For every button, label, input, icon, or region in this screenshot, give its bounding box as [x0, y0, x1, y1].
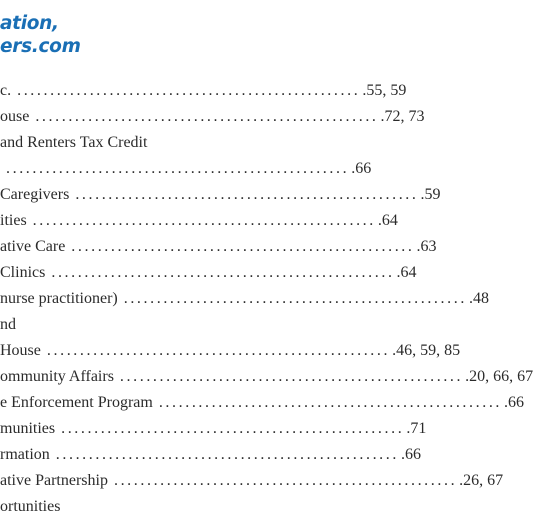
entry-pages: .64 — [396, 264, 417, 281]
dot-leader: .................................................... — [35, 108, 379, 125]
entry-pages: .48 — [468, 290, 489, 307]
entry-pages: .64 — [377, 212, 398, 229]
entry-label: munities — [0, 420, 56, 437]
index-entry — [0, 364, 533, 390]
dot-leader: .................................................... — [55, 446, 399, 463]
entry-label: ative Partnership — [0, 472, 108, 489]
index-entry — [0, 442, 421, 468]
entry-pages: .26, 67 — [459, 472, 504, 489]
index-entry — [0, 234, 437, 260]
entry-pages: .59 — [420, 186, 441, 203]
entry-pages: .63 — [416, 238, 437, 255]
dot-leader: .................................................... — [6, 160, 350, 177]
index-list — [0, 78, 533, 520]
index-entry — [0, 260, 417, 286]
index-entry — [0, 156, 372, 182]
index-entry — [0, 312, 232, 338]
entry-pages: .66 — [504, 394, 525, 411]
dot-leader: .................................................... — [113, 472, 458, 489]
index-entry — [0, 78, 407, 104]
dot-leader: .................................................... — [61, 420, 405, 437]
dot-leader: .................................................... — [51, 264, 395, 281]
entry-label: c. — [0, 82, 12, 99]
entry-label: ities — [0, 212, 27, 229]
entry-label: Caregivers — [0, 186, 70, 203]
entry-pages: .46, 59, 85 — [392, 342, 461, 359]
index-entry — [0, 468, 504, 494]
dot-leader: .................................................... — [32, 212, 376, 229]
entry-label: rmation — [0, 446, 50, 463]
index-entry — [0, 494, 232, 520]
index-entry — [0, 182, 441, 208]
header-line-2: ers.com — [0, 36, 81, 57]
entry-label: ative Care — [0, 238, 66, 255]
entry-label: ouse — [0, 108, 30, 125]
dot-leader: .................................................... — [119, 368, 464, 385]
header-line-1: ation, — [0, 13, 59, 34]
entry-label: Clinics — [0, 264, 46, 281]
dot-leader: .................................................... — [75, 186, 419, 203]
index-entry — [0, 338, 461, 364]
dot-leader: .................................................... — [71, 238, 415, 255]
website-header — [0, 12, 81, 58]
entry-label: ommunity Affairs — [0, 368, 114, 385]
entry-pages: .55, 59 — [362, 82, 407, 99]
entry-label: House — [0, 342, 41, 359]
entry-label: and Renters Tax Credit — [0, 134, 148, 151]
index-entry — [0, 104, 425, 130]
entry-label: nd — [0, 316, 16, 333]
dot-leader: .................................................... — [123, 290, 467, 307]
index-entry — [0, 130, 232, 156]
dot-leader: .................................................... — [17, 82, 361, 99]
index-entry — [0, 286, 489, 312]
entry-pages: .66 — [400, 446, 421, 463]
entry-pages: .72, 73 — [380, 108, 425, 125]
index-entry — [0, 416, 427, 442]
dot-leader: .................................................... — [158, 394, 503, 411]
entry-label: e Enforcement Program — [0, 394, 153, 411]
entry-pages: .66 — [351, 160, 372, 177]
entry-label: ortunities — [0, 498, 61, 515]
dot-leader: .................................................... — [46, 342, 391, 359]
entry-label: nurse practitioner) — [0, 290, 118, 307]
entry-pages: .20, 66, 67 — [465, 368, 533, 385]
entry-pages: .71 — [406, 420, 427, 437]
index-entry — [0, 390, 525, 416]
index-entry — [0, 208, 398, 234]
